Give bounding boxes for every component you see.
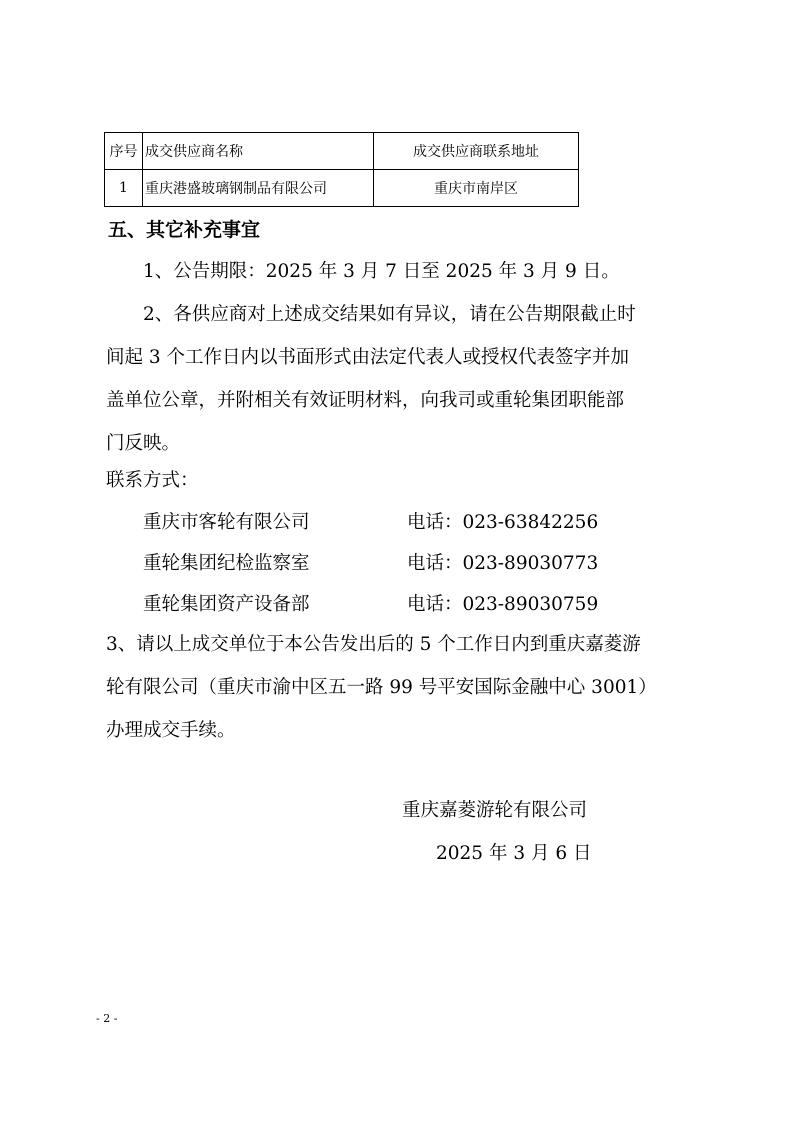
item-3-line-1: 3、请以上成交单位于本公告发出后的 5 个工作日内到重庆嘉菱游 (106, 634, 641, 655)
header-name: 成交供应商名称 (143, 133, 374, 170)
row-no: 1 (105, 170, 143, 207)
contact-name-3: 重轮集团资产设备部 (143, 594, 310, 615)
table-header-row (105, 133, 579, 170)
item-2-line-4: 门反映。 (106, 433, 181, 454)
item-2-line-2: 间起 3 个工作日内以书面形式由法定代表人或授权代表签字并加 (106, 347, 630, 368)
table-row (105, 170, 579, 207)
contact-phone-2: 电话：023-89030773 (407, 553, 599, 574)
item-1: 1、公告期限：2025 年 3 月 7 日至 2025 年 3 月 9 日。 (143, 261, 620, 282)
contact-phone-3: 电话：023-89030759 (407, 594, 599, 615)
section-heading: 五、其它补充事宜 (108, 219, 261, 241)
header-address: 成交供应商联系地址 (374, 133, 579, 170)
page-number: - 2 - (96, 1012, 118, 1025)
contact-phone-1: 电话：023-63842256 (407, 512, 599, 533)
item-3-line-2: 轮有限公司（重庆市渝中区五一路 99 号平安国际金融中心 3001） (106, 677, 657, 698)
item-2-line-3: 盖单位公章，并附相关有效证明材料，向我司或重轮集团职能部 (106, 390, 625, 411)
item-2-line-1: 2、各供应商对上述成交结果如有异议，请在公告期限截止时 (143, 304, 636, 325)
contact-name-2: 重轮集团纪检监察室 (143, 553, 310, 574)
row-name: 重庆港盛玻璃钢制品有限公司 (143, 170, 374, 207)
item-3-line-3: 办理成交手续。 (106, 720, 236, 741)
result-table (104, 132, 579, 207)
signature-date: 2025 年 3 月 6 日 (436, 843, 592, 864)
signature-company: 重庆嘉菱游轮有限公司 (402, 800, 588, 821)
contact-name-1: 重庆市客轮有限公司 (143, 512, 310, 533)
contact-label: 联系方式： (106, 470, 199, 491)
row-address: 重庆市南岸区 (374, 170, 579, 207)
header-no: 序号 (105, 133, 143, 170)
